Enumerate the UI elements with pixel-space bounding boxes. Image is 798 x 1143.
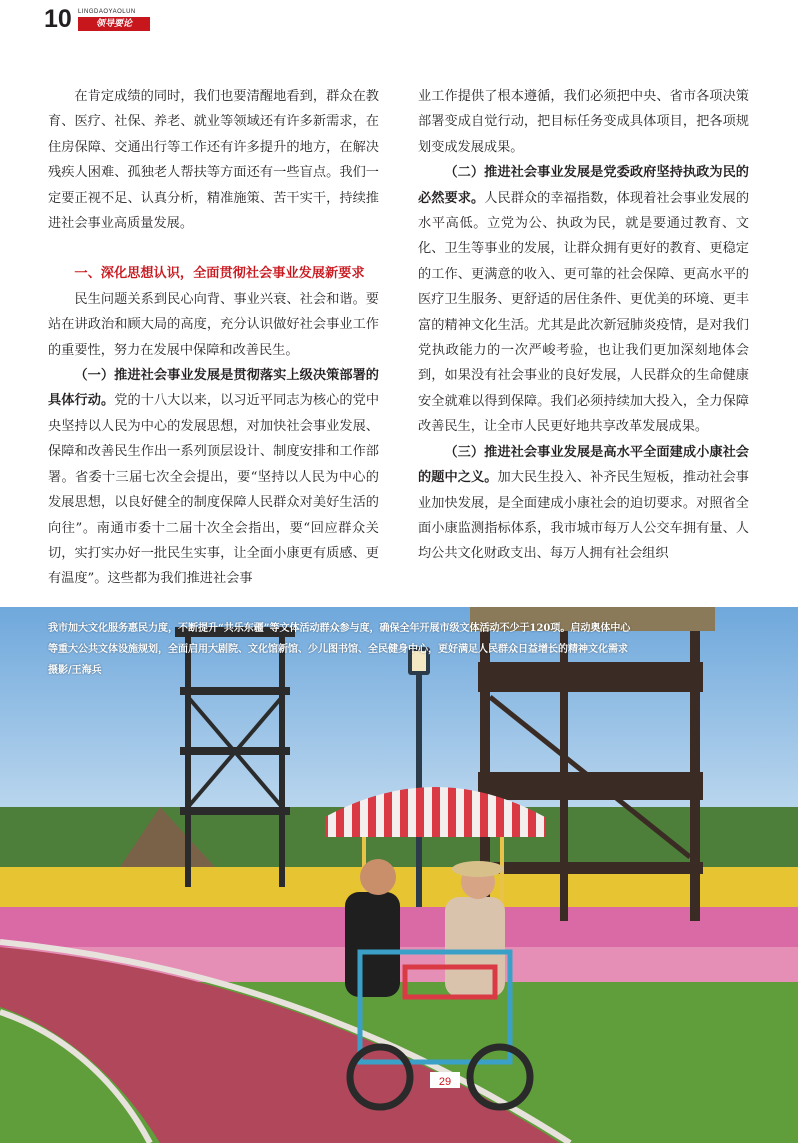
paragraph-lead: （二）推进社会事业发展是党委政府坚持执政为民的必然要求。 [418,165,749,206]
brand-pinyin: LINGDAOYAOLUN [78,9,136,15]
brand-name: 领导要论 [78,17,150,31]
paragraph-lead: （一）推进社会事业发展是贯彻落实上级决策部署的具体行动。 [48,368,379,409]
paragraph-body: 加大民生投入、补齐民生短板，推动社会事业加快发展，是全面建成小康社会的迫切要求。对照省全面小康监测指标体系，我市城市每万人公交车拥有量、人均公共文化财政支出、每万人拥有社会组织 [418,470,749,562]
section-heading: 一、深化思想认识，全面贯彻社会事业发展新要求 [74,266,365,282]
paragraph: 业工作提供了根本遵循，我们必须把中央、省市各项决策部署变成自觉行动，把目标任务变成具体项目，把各项规划变成发展成果。 [418,89,749,155]
park-photo [0,607,798,1143]
rider-left [345,892,400,997]
paragraph [48,363,379,592]
page-number: 10 [44,5,72,33]
photo-caption: 我市加大文化服务惠民力度，不断提升“共乐东疆”等文体活动群众参与度，确保全年开展市级文体活动不少于120项。启动奥体中心等重大公共文体设施规划，全面启用大剧院、文化馆新馆、少儿图书馆、全民健身中心，更好满足人民群众日益增长的精神文化需求 摄影/王海兵 [48,623,638,676]
left-column [48,84,379,592]
right-column [418,84,749,567]
bike-plate-number: 29 [438,1076,452,1088]
page-header [44,6,154,32]
paragraph: 在肯定成绩的同时，我们也要清醒地看到，群众在教育、医疗、社保、养老、就业等领域还有许多新需求，在住房保障、交通出行等工作还有许多提升的地方，在解决残疾人困难、孤独老人帮扶等方面还有一些盲点。我们一定要正视不足、认真分析，精准施策、苦干实干，持续推进社会事业高质量发展。 [48,89,379,232]
paragraph-body: 人民群众的幸福指数，体现着社会事业发展的水平高低。立党为公、执政为民，就是要通过教育、文化、卫生等事业的发展，让群众拥有更好的教育、更稳定的工作、更满意的收入、更可靠的社会保障、更高水平的医疗卫生服务、更舒适的居住条件、更优美的环境、更丰富的精神文化生活。尤其是此次新冠肺炎疫情，是对我们党执政能力的一次严峻考验，也让我们更加深刻地体会到，如果没有社会事业的良好发展，人民群众的生命健康安全就难以得到保障。我们必须持续加大投入，全力保障改善民生，让全市人民更好地共享改革发展成果。 [418,190,750,435]
park-photo-illustration [0,607,798,1143]
paragraph [418,160,749,439]
paragraph-body: 党的十八大以来，以习近平同志为核心的党中央坚持以人民为中心的发展思想，对加快社会事业发展、保障和改善民生作出一系列顶层设计、制度安排和工作部署。省委十三届七次全会提出，要“坚持以人民为中心的发展思想，以良好健全的制度保障人民群众对美好生活的向往”。南通市委十二届十次全会指出，要“回应群众关切，实打实办好一批民生实事，让全面小康更有质感、更有温度”。这些都为我们推进社会事 [48,393,380,587]
paragraph: 民生问题关系到民心向背、事业兴衰、社会和谐。要站在讲政治和顾大局的高度，充分认识做好社会事业工作的重要性，努力在发展中保障和改善民生。 [48,291,379,358]
paragraph-lead: （三）推进社会事业发展是高水平全面建成小康社会的题中之义。 [418,444,749,486]
paragraph [418,440,749,567]
